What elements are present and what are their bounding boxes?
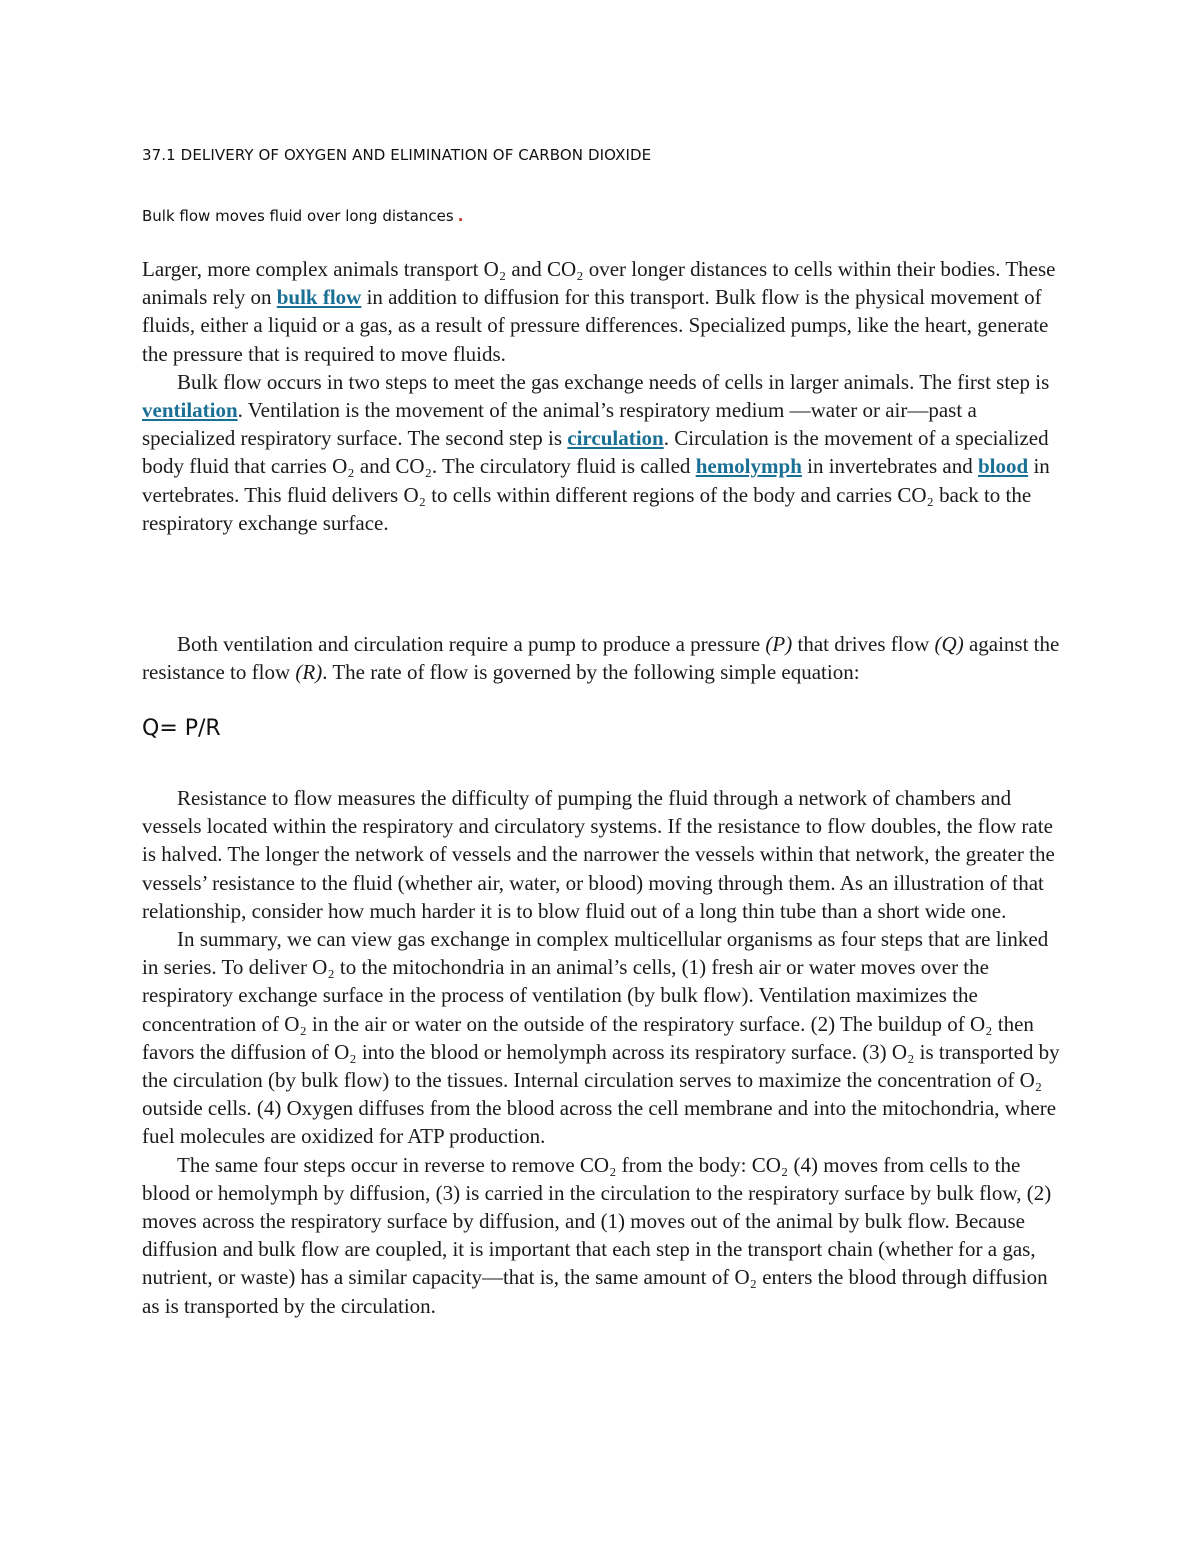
paragraph-text: against the resistance to flow <box>142 632 1060 685</box>
paragraph-text: in vertebrates. This fluid delivers O₂ to cells within different regions of the body and carries CO₂ back to the respiratory exchange surface. <box>142 454 1050 535</box>
heading-marker: . <box>457 207 464 225</box>
subsection-heading <box>142 207 463 225</box>
section-heading: 37.1 DELIVERY OF OXYGEN AND ELIMINATION OF CARBON DIOXIDE <box>142 146 652 164</box>
keyword-link-blood[interactable]: blood <box>977 454 1029 479</box>
paragraph-text: in addition to diffusion for this transport. Bulk flow is the physical movement of fluids, either a liquid or a gas, as a result of pressure differences. Specialized pumps, like the heart, generate the pressure that is required to move fluids. <box>142 285 1049 366</box>
paragraph-text: that drives flow <box>792 632 935 656</box>
symbol-resistance: (R) <box>295 660 323 685</box>
symbol-pressure: (P) <box>765 632 793 656</box>
text-block-resistance <box>142 784 1067 1320</box>
paragraph-text: Both ventilation and circulation require a pump to produce a pressure <box>177 632 766 656</box>
paragraph-text: Larger, more complex animals transport O₂ and CO₂ over longer distances to cells within their bodies. These animals rely on <box>142 257 1056 310</box>
paragraph-reverse-steps: The same four steps occur in reverse to remove CO₂ from the body: CO₂ (4) moves from cells to the blood or hemolymph by diffusion, (3) is carried in the circulation to the respiratory surface by bulk flow, (2) moves across the respiratory surface by diffusion, and (1) moves out of the animal by bulk flow. Because diffusion and bulk flow are coupled, it is important that each step in the transport chain (whether for a gas, nutrient, or waste) has a similar capacity—that is, the same amount of O₂ enters the blood through diffusion as is transported by the circulation. <box>142 1152 1052 1318</box>
paragraph-resistance: Resistance to flow measures the difficulty of pumping the fluid through a network of chambers and vessels located within the respiratory and circulatory systems. If the resistance to flow doubles, the flow rate is halved. The longer the network of vessels and the narrower the vessels within that network, the greater the vessels’ resistance to the fluid (whether air, water, or blood) moving through them. As an illustration of that relationship, consider how much harder it is to blow fluid out of a long thin tube than a short wide one. <box>142 786 1055 923</box>
keyword-link-circulation[interactable]: circulation <box>567 426 664 451</box>
paragraph-text: . The rate of flow is governed by the following simple equation: <box>322 660 860 685</box>
text-block-pump <box>142 630 1067 686</box>
symbol-flow: (Q) <box>934 632 964 656</box>
paragraph-text: in invertebrates and <box>801 454 978 479</box>
paragraph-summary: In summary, we can view gas exchange in complex multicellular organisms as four steps that are linked in series. To deliver O₂ to the mitochondria in an animal’s cells, (1) fresh air or water moves over the respiratory exchange surface in the process of ventilation (by bulk flow). Ventilation maximizes the concentration of O₂ in the air or water on the outside of the respiratory surface. (2) The buildup of O₂ then favors the diffusion of O₂ into the blood or hemolymph across its respiratory surface. (3) O₂ is transported by the circulation (by bulk flow) to the tissues. Internal circulation serves to maximize the concentration of O₂ outside cells. (4) Oxygen diffuses from the blood across the cell membrane and into the mitochondria, where fuel molecules are oxidized for ATP production. <box>142 927 1060 1149</box>
keyword-link-bulk-flow[interactable]: bulk flow <box>276 285 362 310</box>
text-block-intro <box>142 255 1067 537</box>
keyword-link-ventilation[interactable]: ventilation <box>142 398 238 423</box>
paragraph-bulk-flow <box>142 255 1067 368</box>
paragraph-text: Bulk flow occurs in two steps to meet the gas exchange needs of cells in larger animals. The first step is <box>177 369 1050 394</box>
flow-equation: Q= P/R <box>142 716 221 741</box>
keyword-link-hemolymph[interactable]: hemolymph <box>695 454 802 479</box>
paragraph-text: . Ventilation is the movement of the animal’s respiratory medium —water or air—past a specialized respiratory surface. The second step is <box>142 398 977 451</box>
paragraph-text: . Circulation is the movement of a specialized body fluid that carries O₂ and CO₂. The circulatory fluid is called <box>142 426 1049 479</box>
paragraph-pump-pressure <box>142 630 1067 686</box>
subsection-heading-text: Bulk flow moves fluid over long distances <box>142 207 454 225</box>
paragraph-two-steps <box>142 368 1067 537</box>
